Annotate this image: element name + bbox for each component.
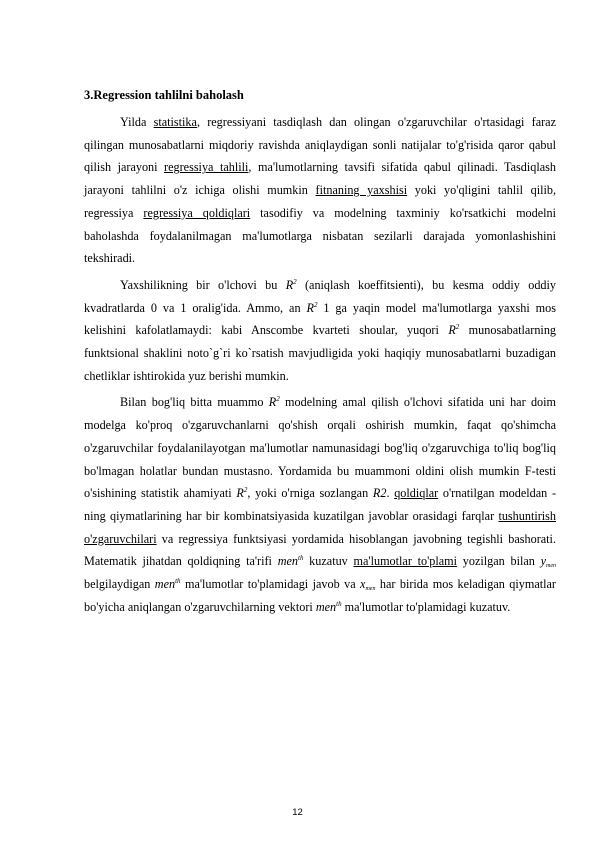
text-run: .	[386, 486, 395, 501]
link-qoldiqlar[interactable]: qoldiqlar	[394, 486, 439, 501]
text-run: , ma'lumotlarning tavsifi sifatida qabul qilinadi. Tasdiqlash jarayoni tahlilni o'z ichiga olishi mumkin	[84, 160, 556, 198]
link-regressiya-tahlili[interactable]: regressiya tahlili	[164, 160, 249, 175]
r-squared-symbol: $R^2$	[285, 277, 297, 292]
text-run: belgilaydigan	[84, 577, 155, 592]
men-th-symbol: men$^{th}$	[315, 599, 342, 614]
text-run: ma'lumotlar to'plamidagi javob va	[180, 577, 361, 592]
men-th-symbol: men$^{th}$	[154, 577, 181, 592]
y-men-symbol: $y_{men}$	[540, 554, 556, 570]
section-heading: 3.Regression tahlilni baholash	[84, 88, 244, 102]
text-run: 1 ga yaqin model ma'lumotlarga yaxshi mos kelishini kafolatlamaydi: kabi Anscombe kvarteti shoular, yuqori	[84, 300, 556, 338]
paragraph-1	[84, 111, 556, 270]
text-run: modelning amal qilish o'lchovi sifatida uni har doim modelga ko'proq o'zgaruvchanlarni qo'shish orqali oshirish mumkin, faqat qo'shimcha o'zgaruvchilar foydalanilayotgan ma'lumotlar namunasidagi bog'liq o'zgaruvchiga to'liq bog'liq bo'lmagan holatlar bundan mustasno. Yordamida bu muammoni oldini olish mumkin F-testi o'sishining statistik ahamiyati	[84, 395, 557, 501]
link-fitnaning-yaxshisi[interactable]: fitnaning yaxshisi	[315, 183, 408, 198]
text-run: Bilan bog'liq bitta muammo	[120, 395, 269, 410]
link-statistika[interactable]: statistika	[153, 115, 197, 129]
text-run: va regressiya funktsiyasi yordamida hisoblangan javobning tegishli bashorati. Matematik jihatdan qoldiqning ta'rifi	[84, 531, 556, 569]
body-text	[84, 111, 556, 622]
text-run: tasodifiy va modelning taxminiy ko'rsatkichi modelni baholashda foydalanilmagan ma'lumotlarga nisbatan sezilarli darajada yomonlashishini tekshiradi.	[84, 205, 557, 266]
r-squared-symbol: $R^2$	[268, 395, 280, 410]
text-run: , yoki o'rniga sozlangan	[247, 486, 373, 501]
r-squared-symbol: $R^2$	[306, 300, 318, 315]
r-squared-symbol: $R^2$	[236, 486, 248, 501]
link-tushuntirish-ozgaruvchilari[interactable]: tushuntirish o'zgaruvchilari	[84, 508, 556, 546]
link-regressiya-qoldiqlari[interactable]: regressiya qoldiqlari	[143, 205, 251, 220]
text-run: har birida mos keladigan qiymatlar bo'yicha aniqlangan o'zgaruvchilarning vektori	[84, 577, 556, 614]
paragraph-2	[84, 274, 556, 388]
text-run: yozilgan bilan	[457, 554, 541, 569]
text-run: (aniqlash koeffitsienti), bu kesma oddiy oddiy kvadratlarda 0 va 1 oralig'ida. Ammo, an	[84, 277, 556, 315]
text-run: Yilda	[120, 115, 154, 129]
text-run: o'rnatilgan modeldan - ning qiymatlarining har bir kombinatsiyasida kuzatilgan javoblar orasidagi farqlar	[84, 486, 557, 523]
text-run: munosabatlarning funktsional shaklini noto`g`ri ko`rsatish mavjudligida yoki haqiqiy munosabatlarni buzadigan chetliklar ishtirokida yuz berishi mumkin.	[84, 323, 557, 383]
r-squared-symbol: $R^2$	[448, 323, 460, 338]
text-run: kuzatuv	[303, 554, 354, 569]
x-men-symbol: $x_{men}$	[360, 577, 376, 593]
link-malumotlar-toplami[interactable]: ma'lumotlar to'plami	[353, 554, 458, 569]
page-number: 12	[292, 807, 303, 818]
text-run: yoki yo'qligini tahlil qilib, regressiya	[84, 183, 556, 220]
r2-symbol: R2	[372, 486, 387, 501]
paragraph-3	[84, 391, 556, 618]
men-th-symbol: men$^{th}$	[277, 554, 304, 569]
text-run: , regressiyani tasdiqlash dan olingan o'zgaruvchilar o'rtasidagi faraz qilingan munosabatlarni miqdoriy ravishda aniqlaydigan sonli natijalar to'g'risida qaror qabul qilish jarayoni	[84, 115, 556, 175]
text-run: ma'lumotlar to'plamidagi kuzatuv.	[341, 599, 511, 614]
text-run: Yaxshilikning bir o'lchovi bu	[120, 277, 286, 292]
